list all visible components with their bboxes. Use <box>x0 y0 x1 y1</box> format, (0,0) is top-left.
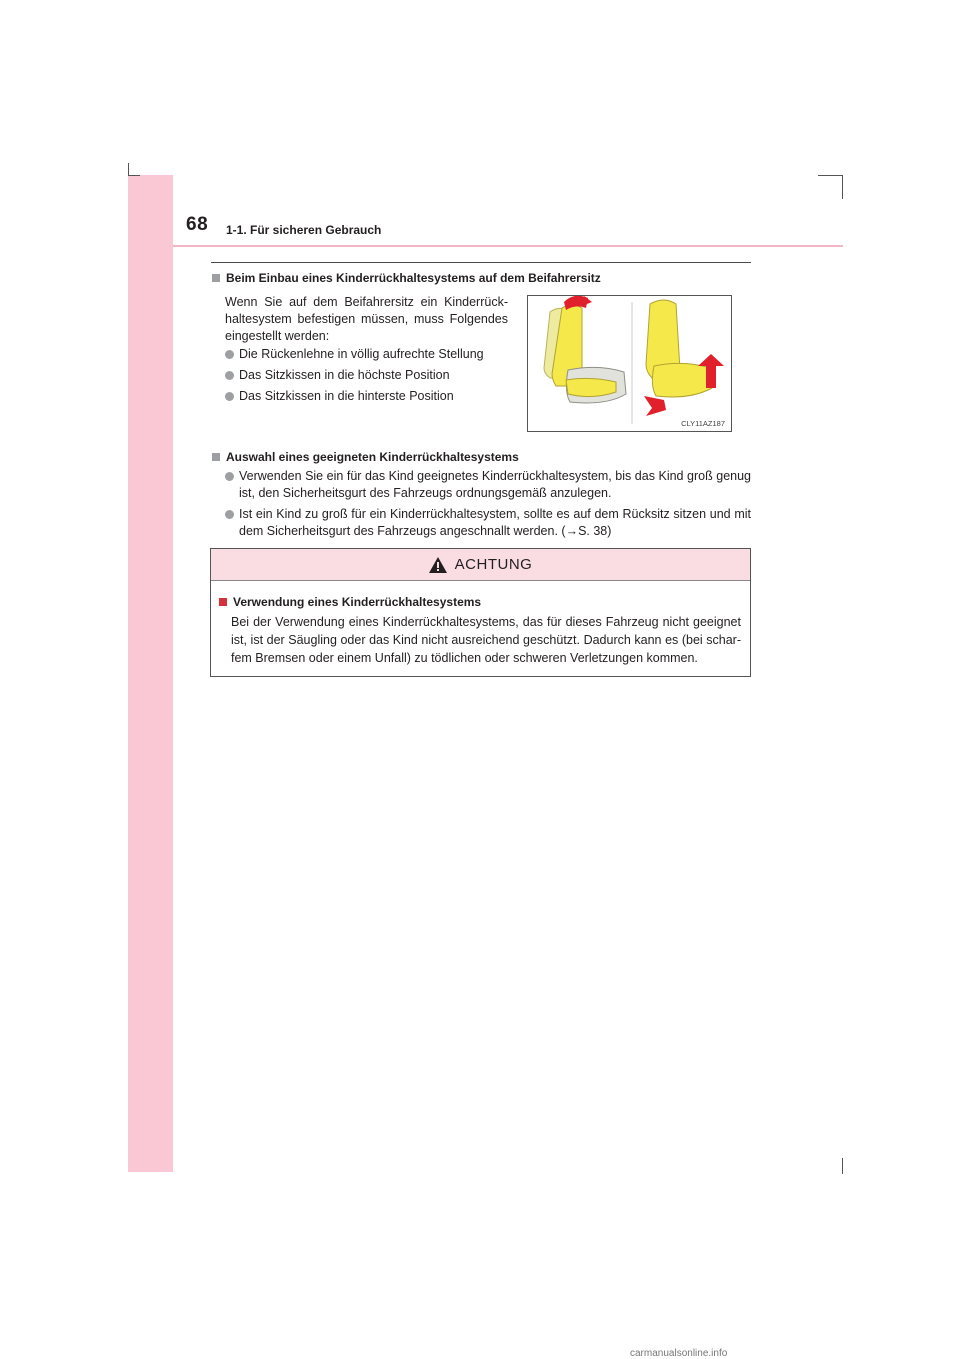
warning-box <box>210 548 751 677</box>
bullet-text: Die Rückenlehne in völlig aufrechte Stellung <box>239 347 484 361</box>
section2-bullet <box>225 506 751 540</box>
warning-title: ACHTUNG <box>454 556 533 573</box>
square-bullet-icon <box>219 598 227 606</box>
figure-code: CLY11AZ187 <box>681 419 725 428</box>
section1-heading-text: Beim Einbau eines Kinderrückhaltesystems auf dem Beifahrersitz <box>226 271 601 285</box>
section1-bullet <box>225 346 515 363</box>
warning-heading <box>219 595 481 609</box>
warning-triangle-icon <box>429 557 447 573</box>
crop-mark-bottom-right-v <box>842 1158 843 1174</box>
bullet-text: Verwenden Sie ein für das Kind geeignetes Kinderrückhaltesystem, bis das Kind groß genug ist, den Sicherheitsgurt des Fahrzeugs ordnungsgemäß anzulegen. <box>239 469 751 500</box>
seat-before-icon <box>544 296 626 403</box>
round-bullet-icon <box>225 472 234 481</box>
round-bullet-icon <box>225 510 234 519</box>
crop-mark-top-right <box>818 175 842 176</box>
crop-mark-top-left-v <box>128 163 129 175</box>
round-bullet-icon <box>225 350 234 359</box>
square-bullet-icon <box>212 453 220 461</box>
section1-bullet <box>225 388 515 405</box>
page-number: 68 <box>186 214 209 235</box>
seat-adjustment-figure <box>527 295 732 432</box>
section2-heading-text: Auswahl eines geeigneten Kinderrückhaltesystems <box>226 450 519 464</box>
header-rule <box>173 245 843 247</box>
round-bullet-icon <box>225 371 234 380</box>
seat-illustration <box>528 296 731 431</box>
bullet-text: Das Sitzkissen in die höchste Position <box>239 368 450 382</box>
bullet-text: Ist ein Kind zu groß für ein Kinderrückhaltesystem, sollte es auf dem Rücksitz sitzen und mit dem Sicherheitsgurt des Fahrzeugs angeschnallt werden. (→S. 38) <box>239 507 751 538</box>
section1-heading <box>212 271 601 285</box>
warning-body: Bei der Verwendung eines Kinderrückhaltesystems, das für dieses Fahrzeug nicht geeignet ist, ist der Säugling oder das Kind nicht ausreichend geschützt. Dadurch kann es (bei schar-fem Bremsen oder einem Unfall) zu tödlichen oder schweren Verletzungen kommen. <box>231 615 741 665</box>
section2-heading <box>212 450 519 464</box>
section-title: 1-1. Für sicheren Gebrauch <box>226 223 382 237</box>
crop-mark-top-right-v <box>842 175 843 199</box>
content-top-rule <box>211 262 751 263</box>
page-sidebar-tab <box>128 175 173 1172</box>
bullet-text: Das Sitzkissen in die hinterste Position <box>239 389 454 403</box>
warning-heading-text: Verwendung eines Kinderrückhaltesystems <box>233 595 482 609</box>
section2-bullet <box>225 468 751 502</box>
square-bullet-icon <box>212 274 220 282</box>
warning-header <box>211 549 750 581</box>
crop-mark-top-left <box>128 175 140 176</box>
round-bullet-icon <box>225 392 234 401</box>
section1-bullet <box>225 367 515 384</box>
seat-after-icon <box>644 300 724 416</box>
section1-intro: Wenn Sie auf dem Beifahrersitz ein Kinderrück-haltesystem befestigen müssen, muss Folgendes eingestellt werden: <box>225 295 508 343</box>
footer-watermark: carmanualsonline.info <box>630 1348 728 1359</box>
